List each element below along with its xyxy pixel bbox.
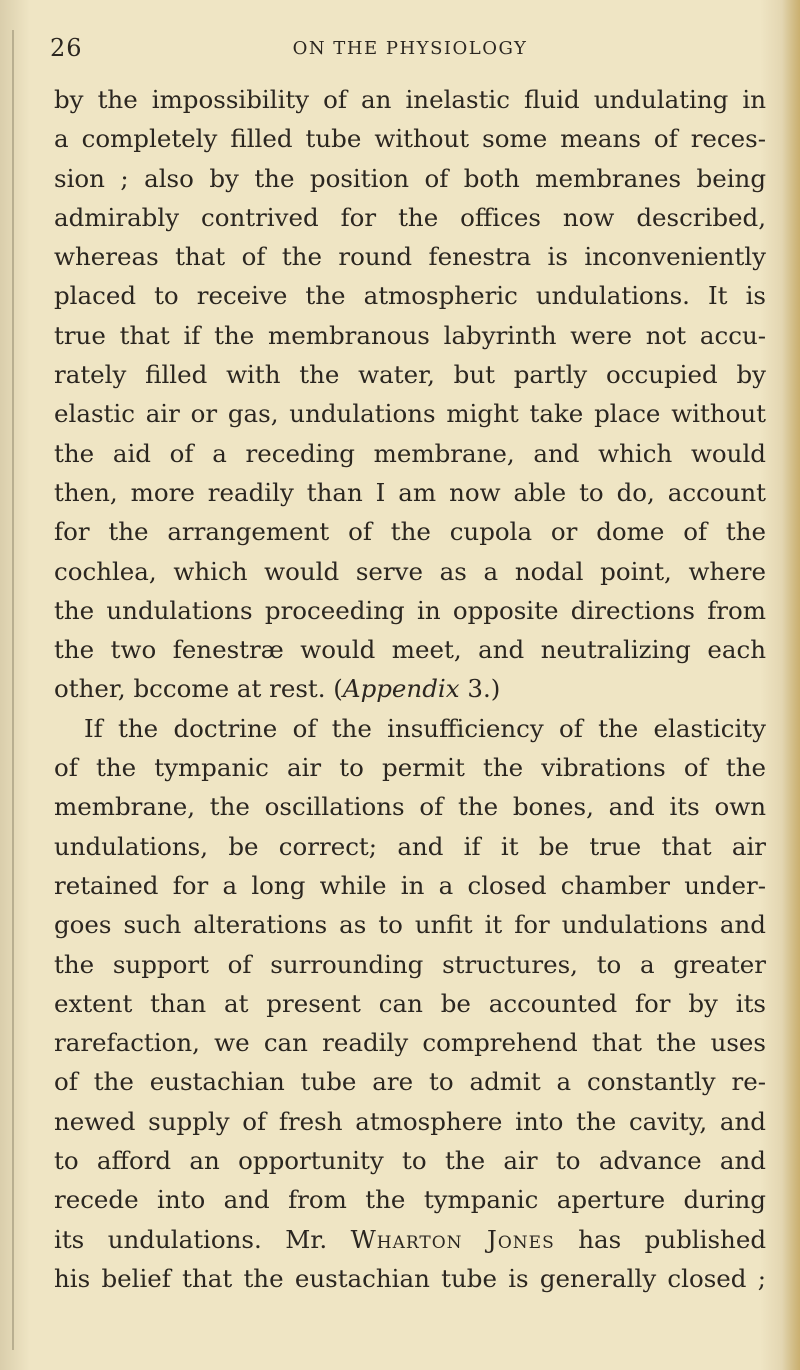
page-number: 26 <box>50 34 83 62</box>
page-edge <box>782 0 800 1370</box>
text-line: of the tympanic air to permit the vibrations of the <box>54 753 766 783</box>
text-line: of the eustachian tube are to admit a constantly re- <box>54 1067 766 1097</box>
text-line: the undulations proceeding in opposite directions from <box>54 595 766 625</box>
text-line: his belief that the eustachian tube is generally closed ; <box>54 1263 766 1293</box>
text-line: newed supply of fresh atmosphere into the cavity, and <box>54 1106 766 1136</box>
paragraph-start-line: If the doctrine of the insufficiency of the elasticity <box>84 713 766 743</box>
text-line: undulations, be correct; and if it be true that air <box>54 831 766 861</box>
text-line: placed to receive the atmospheric undulations. It is <box>54 281 766 311</box>
text-line: membrane, the oscillations of the bones, and its own <box>54 792 766 822</box>
text-line: recede into and from the tympanic aperture during <box>54 1185 766 1215</box>
text-line: admirably contrived for the offices now described, <box>54 202 766 232</box>
text-line: a completely filled tube without some means of reces- <box>54 124 766 154</box>
text-line: rarefaction, we can readily comprehend that the uses <box>54 1028 766 1058</box>
appendix-reference: Appendix <box>342 674 460 704</box>
text-line: the support of surrounding structures, to a greater <box>54 949 766 979</box>
text-line: then, more readily than I am now able to do, account <box>54 477 766 507</box>
page-header <box>50 34 770 64</box>
body-text <box>54 80 766 1298</box>
text-line: cochlea, which would serve as a nodal point, where <box>54 556 766 586</box>
text-line: true that if the membranous labyrinth were not accu- <box>54 320 766 350</box>
author-name: Wharton Jones <box>350 1224 555 1254</box>
text-line: the aid of a receding membrane, and which would <box>54 438 766 468</box>
text-line: sion ; also by the position of both membranes being <box>54 163 766 193</box>
gutter-shadow <box>12 30 14 1350</box>
text-line: the two fenestræ would meet, and neutralizing each <box>54 635 766 665</box>
text-line: other, bccome at rest. (Appendix 3.) <box>54 674 501 704</box>
text-line: goes such alterations as to unfit it for undulations and <box>54 910 766 940</box>
text-line: its undulations. Mr. Wharton Jones has published <box>54 1224 767 1254</box>
text-line: for the arrangement of the cupola or dome of the <box>54 517 766 547</box>
running-head: ON THE PHYSIOLOGY <box>292 38 528 59</box>
text-line: rately filled with the water, but partly occupied by <box>54 360 766 390</box>
text-line: extent than at present can be accounted for by its <box>54 988 766 1018</box>
text-line: elastic air or gas, undulations might take place without <box>54 399 766 429</box>
text-line: retained for a long while in a closed chamber under- <box>54 870 766 900</box>
text-line: whereas that of the round fenestra is inconveniently <box>54 242 766 272</box>
text-line: by the impossibility of an inelastic fluid undulating in <box>54 85 766 114</box>
text-line: to afford an opportunity to the air to advance and <box>54 1146 766 1176</box>
